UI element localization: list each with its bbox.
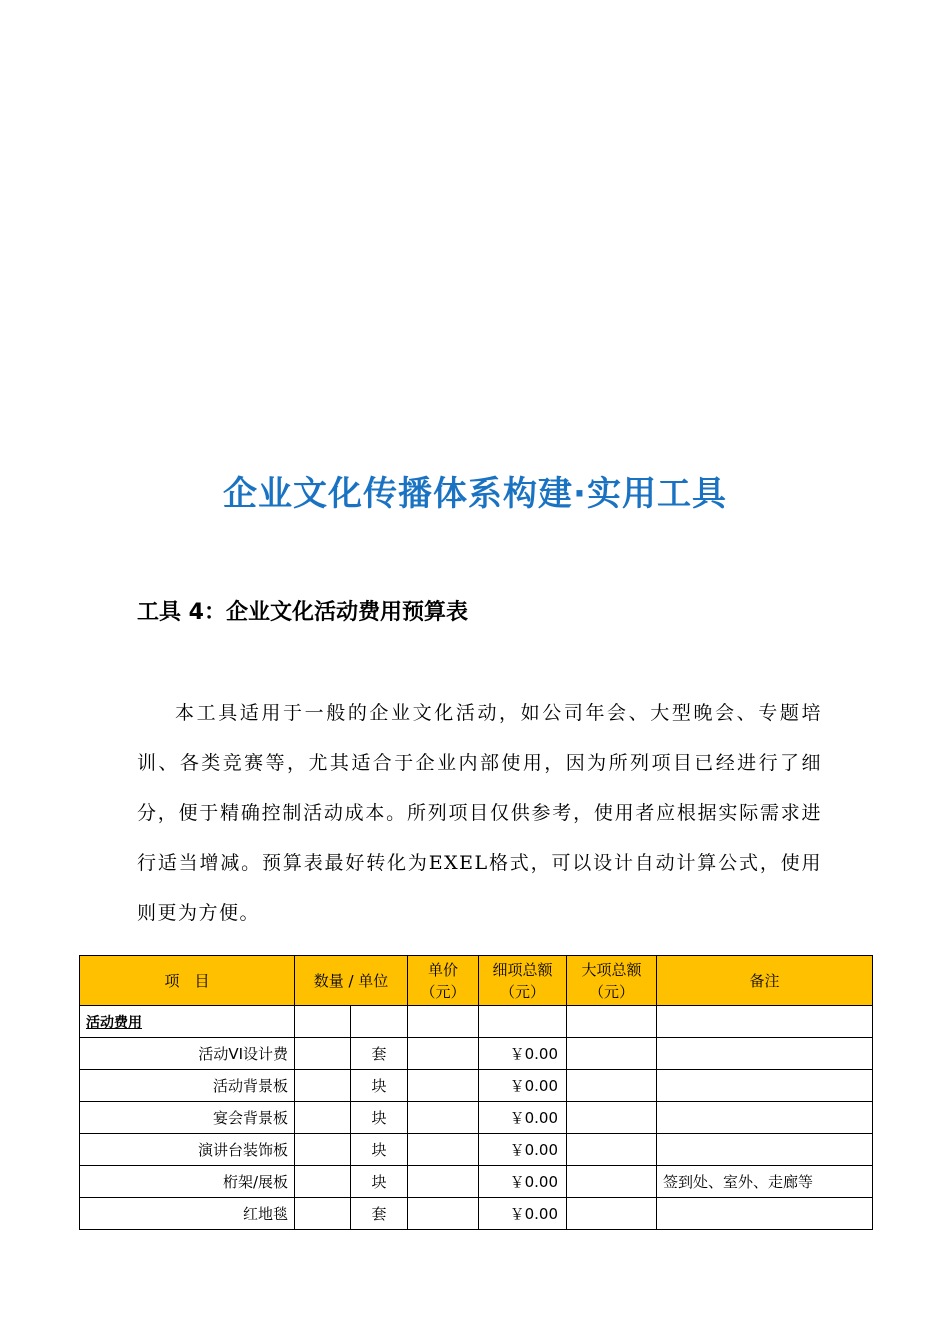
row-unit-price	[408, 1198, 479, 1230]
table-row	[80, 1038, 873, 1070]
header-unit-price	[408, 956, 479, 1006]
table-header-row	[80, 956, 873, 1006]
header-unit-price-label: 单价	[427, 960, 458, 979]
row-major-total	[567, 1198, 657, 1230]
row-item: 红地毯	[80, 1198, 295, 1230]
table-row	[80, 1134, 873, 1166]
row-major-total	[567, 1070, 657, 1102]
row-remarks: 签到处、室外、走廊等	[657, 1166, 873, 1198]
header-detail-total	[479, 956, 567, 1006]
row-qty	[295, 1038, 351, 1070]
row-item: 桁架/展板	[80, 1166, 295, 1198]
header-unit-price-sub: （元）	[420, 982, 466, 1001]
row-qty	[295, 1070, 351, 1102]
row-major-total	[567, 1166, 657, 1198]
row-item: 演讲台装饰板	[80, 1134, 295, 1166]
document-title: 企业文化传播体系构建·实用工具	[223, 474, 727, 514]
row-unit: 块	[351, 1070, 408, 1102]
table-row	[80, 1198, 873, 1230]
section-label: 活动费用	[80, 1006, 295, 1038]
budget-table	[79, 955, 873, 1230]
row-item: 宴会背景板	[80, 1102, 295, 1134]
row-detail-total: ￥0.00	[479, 1198, 567, 1230]
header-qty-unit: 数量 / 单位	[295, 956, 408, 1006]
row-unit-price	[408, 1134, 479, 1166]
row-major-total	[567, 1102, 657, 1134]
row-detail-total: ￥0.00	[479, 1134, 567, 1166]
header-detail-total-label: 细项总额	[492, 960, 553, 979]
row-major-total	[567, 1134, 657, 1166]
row-detail-total: ￥0.00	[479, 1166, 567, 1198]
row-detail-total: ￥0.00	[479, 1038, 567, 1070]
row-item: 活动背景板	[80, 1070, 295, 1102]
header-item: 项 目	[80, 956, 295, 1006]
table-row	[80, 1070, 873, 1102]
row-qty	[295, 1166, 351, 1198]
section-row	[80, 1006, 873, 1038]
row-unit: 套	[351, 1198, 408, 1230]
row-detail-total: ￥0.00	[479, 1102, 567, 1134]
row-unit-price	[408, 1166, 479, 1198]
header-major-total	[567, 956, 657, 1006]
row-unit: 块	[351, 1166, 408, 1198]
row-unit: 块	[351, 1134, 408, 1166]
table-row	[80, 1166, 873, 1198]
header-remarks: 备注	[657, 956, 873, 1006]
row-item: 活动VI设计费	[80, 1038, 295, 1070]
header-major-total-sub: （元）	[588, 982, 634, 1001]
row-unit-price	[408, 1038, 479, 1070]
row-remarks	[657, 1198, 873, 1230]
row-unit: 块	[351, 1102, 408, 1134]
row-major-total	[567, 1038, 657, 1070]
row-remarks	[657, 1134, 873, 1166]
header-major-total-label: 大项总额	[581, 960, 642, 979]
row-remarks	[657, 1038, 873, 1070]
row-remarks	[657, 1102, 873, 1134]
header-detail-total-sub: （元）	[499, 982, 545, 1001]
intro-paragraph: 本工具适用于一般的企业文化活动，如公司年会、大型晚会、专题培训、各类竞赛等，尤其适合于企业内部使用，因为所列项目已经进行了细分，便于精确控制活动成本。所列项目仅供参考，使用者应根据实际需求进行适当增减。预算表最好转化为EXEL格式，可以设计自动计算公式，使用则更为方便。	[137, 702, 822, 924]
row-unit-price	[408, 1102, 479, 1134]
row-detail-total: ￥0.00	[479, 1070, 567, 1102]
table-row	[80, 1102, 873, 1134]
tool-heading: 工具 4：企业文化活动费用预算表	[137, 600, 468, 625]
row-qty	[295, 1102, 351, 1134]
row-qty	[295, 1198, 351, 1230]
row-remarks	[657, 1070, 873, 1102]
row-unit: 套	[351, 1038, 408, 1070]
row-unit-price	[408, 1070, 479, 1102]
row-qty	[295, 1134, 351, 1166]
